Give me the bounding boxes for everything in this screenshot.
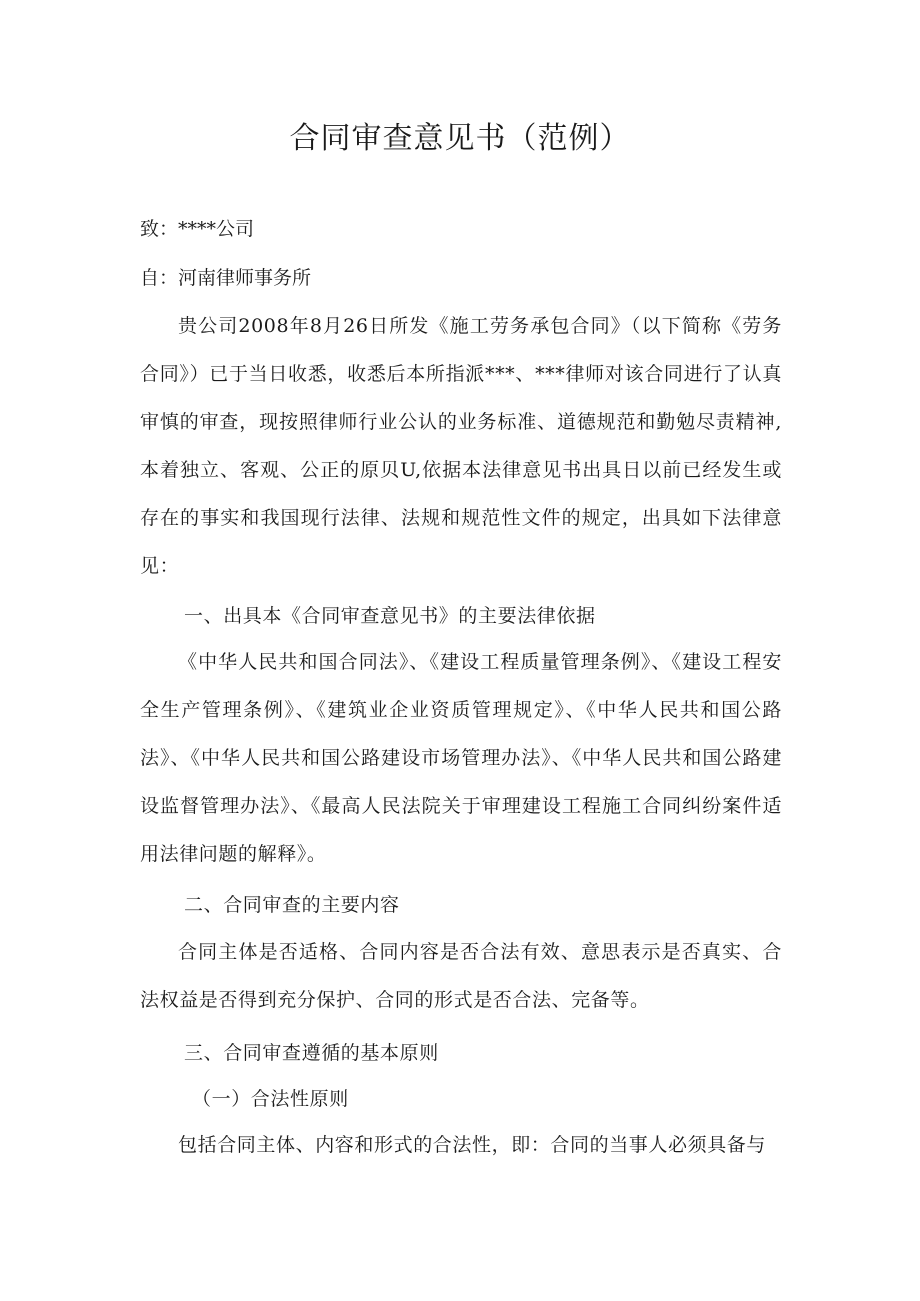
sender-line: 自：河南律师事务所 [140, 267, 312, 289]
section-1-heading: 一、出具本《合同审查意见书》的主要法律依据 [184, 605, 596, 627]
document-title: 合同审查意见书（范例） [289, 121, 631, 156]
section-3-heading: 三、合同审查遵循的基本原则 [184, 1042, 439, 1064]
section-2-heading: 二、合同审查的主要内容 [184, 894, 400, 916]
recipient-line: 致：****公司 [140, 218, 255, 240]
subsection-1-heading: （一）合法性原则 [192, 1088, 349, 1110]
subsection-1-paragraph: 包括合同主体、内容和形式的合法性，即：合同的当事人必须具备与 [178, 1134, 767, 1156]
section-1-paragraph: 《中华人民共和国合同法》、《建设工程质量管理条例》、《建设工程安全生产管理条例》、《建筑业企业资质管理规定》、《中华人民共和国公路法》、《中华人民共和国公路建设市场管理办法》、《中华人民共和国公路建设监督管理办法》、《最高人民法院关于审理建设工程施工合同纠纷案件适用法律问题的解释》。 [140, 651, 782, 865]
section-2-paragraph: 合同主体是否适格、合同内容是否合法有效、意思表示是否真实、合法权益是否得到充分保护、合同的形式是否合法、完备等。 [140, 941, 782, 1011]
intro-paragraph: 贵公司2008年8月26日所发《施工劳务承包合同》（以下简称《劳务合同》）已于当日收悉，收悉后本所指派***、***律师对该合同进行了认真审慎的审查，现按照律师行业公认的业务标准、道德规范和勤勉尽责精神,本着独立、客观、公正的原贝U,依据本法律意见书出具日以前已经发生或存在的事实和我国现行法律、法规和规范性文件的规定，出具如下法律意见： [140, 315, 782, 577]
